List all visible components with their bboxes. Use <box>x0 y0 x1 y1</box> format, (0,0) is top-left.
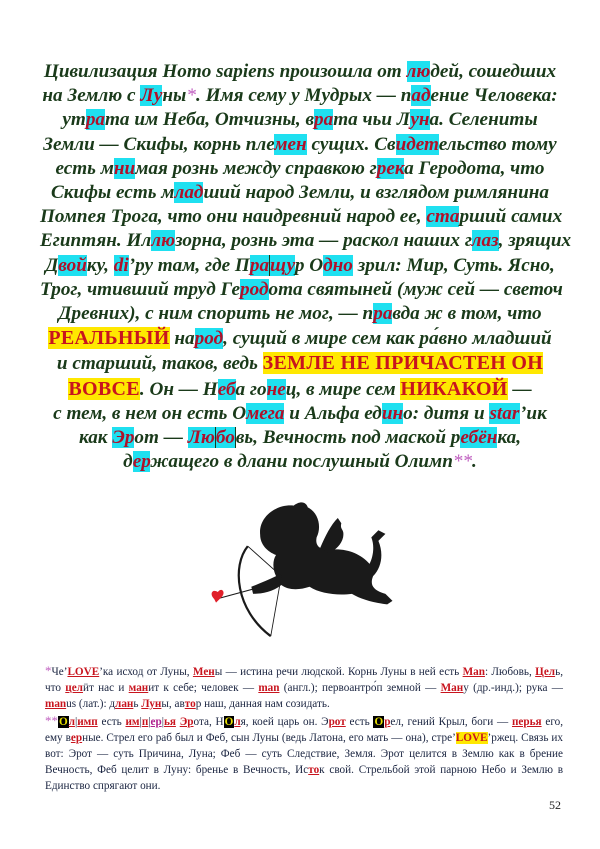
highlighted-syllable: ра <box>373 303 393 325</box>
footnote-marker: * <box>186 85 196 107</box>
poem-line <box>40 229 572 253</box>
footnote-text: ные. Стрел его раб был и Феб, сын Луны (ведь Латона, его мать — она), стре’ <box>82 732 456 744</box>
poem-text: о: дитя и <box>403 402 490 424</box>
footnotes <box>45 663 563 795</box>
highlighted-syllable: еб <box>217 378 236 400</box>
highlighted-syllable: ра <box>249 254 270 276</box>
highlighted-syllable: di <box>113 254 129 276</box>
highlighted-syllable: ра <box>314 109 334 131</box>
highlighted-syllable: ин <box>381 402 404 424</box>
poem-text: ший народ Земли, и взглядом римлянина <box>203 182 549 204</box>
highlighted-syllable: лю <box>406 61 431 82</box>
poem-text: ельство тому <box>438 133 557 155</box>
footnote-text: ь, что <box>45 666 563 694</box>
red-root: Цел <box>535 666 556 678</box>
highlighted-syllable: ад <box>411 85 431 107</box>
footnote-text: ӥт нас и <box>82 682 129 694</box>
highlighted-word: LOVE <box>455 732 488 744</box>
highlighted-syllable: ра <box>85 109 105 131</box>
highlighted-syllable: мега <box>246 402 285 424</box>
red-root: Эр <box>179 716 194 728</box>
poem-text: сущих. Св <box>306 133 396 155</box>
footnote-text: ь <box>133 698 142 710</box>
red-root: Лун <box>141 698 162 710</box>
poem-text: . Он — Н <box>139 378 218 400</box>
highlighted-syllable: не <box>266 378 286 400</box>
highlighted-syllable: род <box>194 328 224 350</box>
highlighted-syllable: дно <box>323 254 353 276</box>
poem-line <box>40 181 560 205</box>
poem-text: от — <box>134 427 188 449</box>
red-root: перья <box>511 716 542 728</box>
poem-text: та им Неба, Отчизны, в <box>105 109 315 131</box>
highlighted-syllable: вой <box>58 254 87 276</box>
red-root: Man <box>462 666 485 678</box>
footnote-text: (англ.); первоантро́п земной — <box>279 682 441 694</box>
footnote-text: к свой. Стрельбой этой парною Небо и Землю в Единство спрягают они. <box>45 764 563 792</box>
poem-line <box>40 84 560 108</box>
poem-text: Д <box>45 254 59 276</box>
poem-text: на <box>169 328 195 350</box>
footnote-text: ота, Н <box>193 716 224 728</box>
footnote-text: : Любовь, <box>484 666 536 678</box>
highlighted-syllable: Эр <box>112 427 135 449</box>
poem-text: и старший, таков, ведь <box>56 353 263 375</box>
footnote-2 <box>45 713 563 794</box>
poem-line <box>40 377 560 402</box>
poem-line <box>40 205 563 229</box>
highlighted-syllable: ни <box>113 157 136 179</box>
highlighted-syllable: ебён <box>460 427 498 449</box>
red-root: им <box>125 716 140 728</box>
poem-text: и Альфа ед <box>284 402 382 424</box>
poem-text: а. Селениты <box>429 109 538 131</box>
poem-text: Цивилизация Homo sapiens произошла от <box>43 61 407 82</box>
footnote-text: я, коей царь он. Э <box>240 716 329 728</box>
poem-text: ц, в мире сем <box>285 378 401 400</box>
red-root: ман <box>128 682 149 694</box>
magenta-root: ер <box>150 716 162 728</box>
poem-line <box>40 450 560 474</box>
highlighted-syllable: щу <box>270 254 295 276</box>
footnote-text: его, ему в <box>45 716 564 744</box>
poem-text: вь, Вечность под маской р <box>235 427 461 449</box>
footnote-text: у (др.-инд.); рука — <box>463 682 563 694</box>
poem-line <box>40 426 560 450</box>
red-root: man <box>258 682 280 694</box>
highlighted-syllable: ун <box>410 109 430 131</box>
poem-text: , сущий в мире сем как ра́вно младший <box>223 328 552 350</box>
emphasis-phrase: ВОВСЕ <box>68 377 140 400</box>
poem-text: а го <box>235 378 267 400</box>
red-root: man <box>45 698 67 710</box>
poem-line <box>40 157 560 181</box>
emphasis-phrase: НИКАКОЙ <box>400 377 508 400</box>
poem-text: Трог, чтивший труд Ге <box>40 278 241 300</box>
footnote-text: ’ка исход от Луны, <box>99 666 193 678</box>
poem-text: ’ик <box>520 402 547 424</box>
poem-line <box>40 254 560 278</box>
footnote-text: ит к себе; человек — <box>148 682 259 694</box>
red-root: цел <box>65 682 83 694</box>
poem-text: жащего в длани послушный Олимп <box>150 451 453 473</box>
red-root: ья <box>163 716 176 728</box>
poem-text: . <box>472 451 477 473</box>
red-root: то <box>308 764 320 776</box>
red-root: то <box>184 698 196 710</box>
poem-line <box>40 278 563 302</box>
footnote-text: ы, ав <box>161 698 185 710</box>
poem-text: есть м <box>55 157 114 179</box>
footnote-text: р наш, данная нам созидать. <box>195 698 330 710</box>
poem-line <box>40 133 560 157</box>
poem-text: Помпея Трога, что они наидревний народ ее, <box>40 206 427 228</box>
highlighted-syllable: мен <box>274 133 307 155</box>
red-root: л <box>234 716 241 728</box>
footnote-text: ы — истина речи людской. Корнь Луны в ней есть <box>214 666 463 678</box>
highlighted-syllable: ста <box>426 206 460 228</box>
poem-text: ка, <box>497 427 522 449</box>
highlighted-syllable: лад <box>174 182 204 204</box>
poem-text: р О <box>294 254 324 276</box>
footnote-marker: ** <box>452 451 473 473</box>
footnote-text: есть <box>97 716 126 728</box>
boxed-letter: О <box>224 716 234 728</box>
red-root: л <box>68 716 75 728</box>
poem-text: зорна, рознь эта — раскол наших г <box>175 230 472 252</box>
footnote-marker: ** <box>45 713 58 728</box>
red-root: лан <box>115 698 134 710</box>
poem-line <box>40 326 560 351</box>
highlighted-syllable: Лю <box>187 427 215 449</box>
footnote-text: | <box>148 716 151 728</box>
poem-text: мая рознь между справкою г <box>135 157 377 179</box>
poem-line <box>40 302 560 326</box>
poem-line <box>40 402 560 426</box>
footnote-marker: * <box>45 663 52 678</box>
red-root: п <box>141 716 149 728</box>
footnote-1 <box>45 663 563 712</box>
boxed-letter: О <box>374 716 384 728</box>
poem-text: зрил: Мир, Суть. Ясно, <box>352 254 555 276</box>
poem-line <box>40 351 560 376</box>
poem-text: . Имя сему у Мудрых — п <box>195 85 412 107</box>
poem-text: ны <box>162 85 187 107</box>
red-root: LOVE <box>67 666 100 678</box>
highlighted-syllable: лаз <box>471 230 499 252</box>
poem-text: на Землю с <box>42 85 141 107</box>
poem-text: Земли — Скифы, корнь пле <box>43 133 275 155</box>
page-number: 52 <box>549 798 561 812</box>
poem-text: ’ру там, где П <box>128 254 250 276</box>
poem-text: — <box>507 378 532 400</box>
footnote-text: us (лат.): д <box>66 698 116 710</box>
highlighted-syllable: Лу <box>140 85 163 107</box>
poem-text: дей, сошедших <box>430 61 557 82</box>
red-root: Мен <box>192 666 215 678</box>
highlighted-syllable: star <box>489 402 521 424</box>
footnote-text: | <box>139 716 142 728</box>
footnote-text: ел, гений Крыл, боги — <box>390 716 512 728</box>
highlighted-syllable: идет <box>395 133 439 155</box>
red-root: р <box>384 716 391 728</box>
highlighted-syllable: ер <box>132 451 151 473</box>
emphasis-phrase: РЕАЛЬНЫЙ <box>48 327 170 350</box>
footnote-text: есть <box>345 716 374 728</box>
highlighted-syllable: лю <box>151 230 176 252</box>
poem-text: ут <box>62 109 86 131</box>
poem-text: ота святыней (муж сей — светоч <box>268 278 563 300</box>
poem-text: та чьи Л <box>333 109 411 131</box>
poem-text: как <box>78 427 113 449</box>
footnote-text: | <box>161 716 164 728</box>
highlighted-syllable: род <box>240 278 269 300</box>
emphasis-phrase: ЗЕМЛЕ НЕ ПРИЧАСТЕН ОН <box>262 352 544 375</box>
highlighted-syllable: бо <box>215 427 235 449</box>
poem-line <box>40 60 560 84</box>
red-root: рот <box>328 716 346 728</box>
poem-text: д <box>123 451 133 473</box>
poem-text: с тем, в нем он есть О <box>53 402 247 424</box>
cupid-icon <box>185 495 420 645</box>
poem-text <box>40 60 572 474</box>
red-root: ер <box>70 732 83 744</box>
poem-text: ение Человека: <box>430 85 558 107</box>
poem-text: вда ж в том, что <box>392 303 542 325</box>
poem-text: , зрящих <box>498 230 572 252</box>
footnote-text: | <box>74 716 78 728</box>
red-root: имп <box>77 716 98 728</box>
red-root: Ман <box>440 682 464 694</box>
boxed-letter: О <box>59 716 68 728</box>
footnote-text: Че’ <box>51 666 68 678</box>
highlighted-syllable: рек <box>376 157 405 179</box>
poem-line <box>40 108 560 132</box>
poem-text: Египтян. Ил <box>40 230 152 252</box>
poem-text: Древних), с ним спорить не мог, — п <box>58 303 374 325</box>
poem-text: а Геродота, что <box>404 157 545 179</box>
poem-text: рший самих <box>459 206 563 228</box>
poem-text: Скифы есть м <box>51 182 175 204</box>
footnote-text: ’ржец. Связь их вот: Эрот — суть Причина, Луна; Феб — суть Следствие, Земля. Эрот целится в Землю как в брение Вечность, Феб целит в Луну: бренье в Вечность, Ис <box>45 732 563 776</box>
poem-text: ку, <box>86 254 114 276</box>
